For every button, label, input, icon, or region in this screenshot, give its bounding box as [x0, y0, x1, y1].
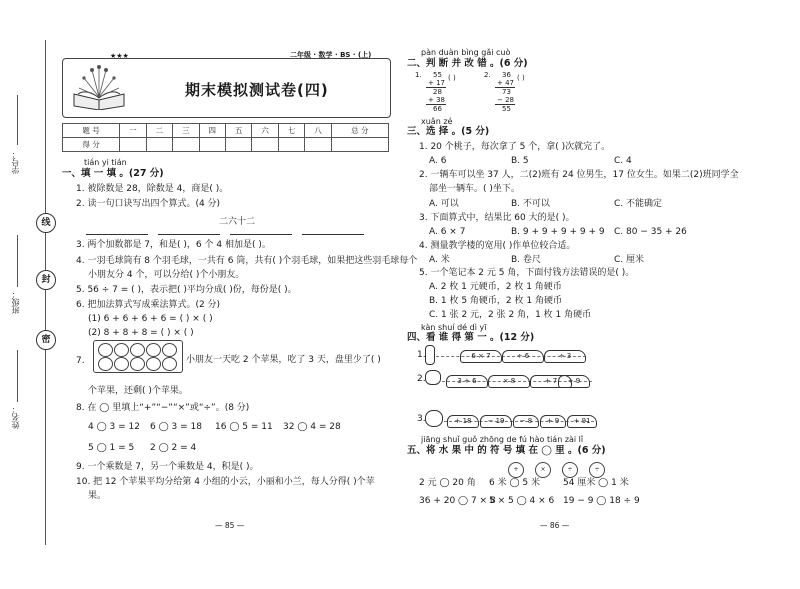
- fruit-icon: ÷: [589, 462, 605, 478]
- apple-icon: [130, 357, 145, 371]
- section-1-title: 一、填 一 填 。(27 分): [62, 168, 164, 179]
- animal-icon: [425, 410, 443, 427]
- calc-1-op1: + 17: [428, 79, 445, 87]
- race-2-label: 2.: [417, 374, 426, 384]
- question-8: 8. 在 ◯ 里填上“+”“−”“×”或“÷”。(8 分): [76, 403, 250, 413]
- section-3-title: 三、选 择 。(5 分): [407, 126, 490, 137]
- name-blank: [17, 350, 18, 402]
- choice-4-option: A. 米: [429, 255, 450, 265]
- fruit-item: 6 米 ◯ 5 米: [489, 478, 540, 488]
- score-table: [62, 123, 389, 152]
- class-blank: [17, 235, 18, 287]
- apple-icon: [162, 343, 177, 357]
- choice-3-option: A. 6 × 7: [429, 227, 466, 237]
- calc-1-mark: ( ): [448, 74, 456, 82]
- score-table-cell: 一: [120, 124, 146, 138]
- score-input-cell[interactable]: [173, 138, 199, 152]
- race-1-label: 1.: [417, 350, 426, 360]
- q8-item: 4 ◯ 3 = 12: [88, 422, 140, 432]
- pinyin-race: kàn shuí dé dì yī: [421, 323, 487, 332]
- calc-2-label: 2.: [484, 71, 491, 79]
- choice-1-option: B. 5: [511, 156, 529, 166]
- question-7-number: 7.: [76, 356, 85, 366]
- race-car: ÷ 3: [544, 350, 586, 363]
- question-2: 2. 读一句口诀写出四个算式。(4 分): [76, 199, 221, 209]
- choice-5: 5. 一个笔记本 2 元 5 角，下面付钱方法错误的是( )。: [419, 268, 635, 278]
- choice-4-option: B. 卷尺: [511, 255, 541, 265]
- race-car: ÷ 9: [558, 375, 590, 388]
- choice-5-option: A. 2 枚 1 元硬币，2 枚 1 角硬币: [429, 282, 562, 292]
- fruit-icon: +: [508, 462, 524, 478]
- q8-item: 32 ◯ 4 = 28: [283, 422, 341, 432]
- answer-line: [302, 234, 364, 235]
- calc-2-top: 36: [502, 71, 511, 79]
- score-table-cell: 总 分: [331, 124, 388, 138]
- apple-icon: [130, 343, 145, 357]
- choice-2-option: C. 不能确定: [614, 199, 663, 209]
- exam-title: 期末模拟测试卷(四): [185, 81, 329, 99]
- runner-icon: [425, 345, 435, 365]
- choice-4: 4. 测量教学楼的宽用( )作单位较合适。: [419, 241, 576, 251]
- q8-item: 16 ◯ 5 = 11: [215, 422, 273, 432]
- score-table-score-row: [63, 138, 389, 152]
- multiplication-rhyme: 二六十二: [219, 217, 256, 227]
- question-7-line2: 个苹果，还剩( )个苹果。: [88, 386, 188, 396]
- question-10-line1: 10. 把 12 个苹果平均分给第 4 小组的小云，小丽和小兰，每人分得( )个苹: [76, 477, 375, 487]
- seal-circle-secret: 密: [36, 330, 56, 350]
- score-input-cell[interactable]: [331, 138, 388, 152]
- q8-item: 2 ◯ 2 = 4: [150, 443, 197, 453]
- fruit-item: 36 + 20 ◯ 7 × 8: [419, 496, 496, 506]
- binding-line: [45, 40, 46, 545]
- seal-circle-seal: 封: [36, 270, 56, 290]
- choice-1-option: A. 6: [429, 156, 447, 166]
- score-input-cell[interactable]: [120, 138, 146, 152]
- choice-2-line2: 部坐一辆车。( )坐下。: [429, 184, 520, 194]
- calc-1-label: 1.: [415, 71, 422, 79]
- race-car: + 91: [567, 415, 597, 428]
- score-table-cell: 二: [146, 124, 172, 138]
- calc-2-mid: 73: [502, 88, 511, 96]
- answer-line: [158, 234, 220, 235]
- fruit-icon: ÷: [562, 462, 578, 478]
- score-table-header-row: [63, 124, 389, 138]
- race-car: − 19: [480, 415, 512, 428]
- race-car: × 8: [488, 375, 530, 388]
- question-1: 1. 被除数是 28，除数是 4，商是( )。: [76, 184, 229, 194]
- score-input-cell[interactable]: [252, 138, 278, 152]
- student-number-blank: [17, 95, 18, 145]
- answer-line: [86, 234, 148, 235]
- score-table-cell: 六: [252, 124, 278, 138]
- difficulty-stars: ★★★: [110, 52, 129, 60]
- section-5-title: 五、将 水 果 中 的 符 号 填 在 ◯ 里 。(6 分): [407, 445, 606, 456]
- score-table-cell: 题 号: [63, 124, 120, 138]
- animal-icon: [425, 370, 441, 385]
- calc-2-mark: ( ): [517, 74, 525, 82]
- choice-1: 1. 20 个桃子，每次拿了 5 个，拿( )次就完了。: [419, 142, 611, 152]
- apple-icon: [162, 357, 177, 371]
- question-6: 6. 把加法算式写成乘法算式。(2 分): [76, 300, 221, 310]
- race-car: + 7: [530, 375, 572, 388]
- question-4-line1: 4. 一羽毛球筒有 8 个羽毛球，一共有 6 筒，共有( )个羽毛球，如果把这些羽毛球每个: [76, 256, 418, 266]
- apple-plate-image: [93, 340, 183, 373]
- fruit-item: 54 厘米 ◯ 1 米: [563, 478, 629, 488]
- pinyin-fill: tián yi tián: [84, 158, 127, 167]
- score-input-cell[interactable]: [225, 138, 251, 152]
- score-row-label: 得 分: [63, 138, 120, 152]
- q8-item: 5 ◯ 1 = 5: [88, 443, 135, 453]
- calc-2-op2: − 28: [497, 96, 514, 104]
- race-car: + 9: [540, 415, 566, 428]
- grade-subject-meta: 二年级 · 数学 · BS · (上): [290, 51, 372, 59]
- apple-icon: [146, 357, 161, 371]
- fruit-item: 19 − 9 ◯ 18 ÷ 9: [563, 496, 640, 506]
- choice-2-option: B. 不可以: [511, 199, 550, 209]
- question-6b: (2) 8 + 8 + 8 = ( ) × ( ): [88, 328, 194, 338]
- score-input-cell[interactable]: [199, 138, 225, 152]
- calc-1-op2: + 38: [428, 96, 445, 104]
- answer-line: [230, 234, 292, 235]
- calc-1-result: 66: [433, 105, 442, 113]
- score-table-cell: 三: [173, 124, 199, 138]
- apple-icon: [114, 343, 129, 357]
- calc-2-op1: + 47: [497, 79, 514, 87]
- apple-icon: [114, 357, 129, 371]
- q8-item: 6 ◯ 3 = 18: [150, 422, 202, 432]
- page-number-right: — 86 —: [540, 521, 570, 530]
- score-input-cell[interactable]: [278, 138, 304, 152]
- question-6a: (1) 6 + 6 + 6 + 6 = ( ) × ( ): [88, 314, 213, 324]
- question-10-line2: 果。: [88, 491, 107, 501]
- apple-icon: [98, 343, 113, 357]
- question-3: 3. 两个加数都是 7，和是( )，6 个 4 相加是( )。: [76, 240, 271, 250]
- score-input-cell[interactable]: [305, 138, 331, 152]
- pinyin-judge: pàn duàn bìng gǎi cuò: [421, 48, 511, 57]
- seal-circle-line: 线: [36, 213, 56, 233]
- class-label: 班级：: [11, 290, 20, 314]
- choice-3-option: C. 80 − 35 + 26: [614, 227, 687, 237]
- choice-1-option: C. 4: [614, 156, 632, 166]
- pinyin-fruit: jiāng shuǐ guǒ zhōng de fú hào tián zài lǐ: [421, 435, 584, 444]
- choice-4-option: C. 厘米: [614, 255, 645, 265]
- fruit-icon: ×: [535, 462, 551, 478]
- question-7-line1: 小朋友一天吃 2 个苹果，吃了 3 天，盘里少了( ): [186, 355, 381, 365]
- section-2-title: 二、判 断 并 改 错 。(6 分): [407, 58, 528, 69]
- choice-3: 3. 下面算式中，结果比 60 大的是( )。: [419, 213, 575, 223]
- race-car: 6 × 7: [460, 350, 502, 363]
- score-input-cell[interactable]: [146, 138, 172, 152]
- choice-2-option: A. 可以: [429, 199, 459, 209]
- open-book-icon: [70, 64, 128, 110]
- score-table-cell: 七: [278, 124, 304, 138]
- choice-5-option: C. 1 张 2 元，2 张 2 角，1 枚 1 角硬币: [429, 310, 592, 320]
- score-table-cell: 八: [305, 124, 331, 138]
- choice-5-option: B. 1 枚 5 角硬币，2 枚 1 角硬币: [429, 296, 562, 306]
- apple-icon: [146, 343, 161, 357]
- race-3-label: 3.: [417, 414, 426, 424]
- question-4-line2: 小朋友分 4 个，可以分给( )个小朋友。: [88, 270, 245, 280]
- race-car: 3 + 6: [446, 375, 488, 388]
- section-4-title: 四、看 谁 得 第 一 。(12 分): [407, 332, 535, 343]
- apple-icon: [98, 357, 113, 371]
- name-label: 姓名：: [11, 405, 20, 429]
- race-car: ÷ 6: [502, 350, 544, 363]
- score-table-cell: 四: [199, 124, 225, 138]
- fruit-item: 2 元 ◯ 20 角: [419, 478, 476, 488]
- race-car: − 8: [513, 415, 539, 428]
- choice-2-line1: 2. 一辆车可以坐 37 人，二(2)班有 24 位男生，17 位女生。如果二(2)班同学全: [419, 170, 739, 180]
- question-5: 5. 56 ÷ 7 = ( )，表示把( )平均分成( )份，每份是( )。: [76, 285, 297, 295]
- calc-2-result: 55: [502, 105, 511, 113]
- student-number-label: 学号：: [11, 150, 20, 174]
- calc-1-top: 55: [433, 71, 442, 79]
- fruit-item: 5 × 5 ◯ 4 × 6: [489, 496, 555, 506]
- page-number-left: — 85 —: [215, 521, 245, 530]
- calc-1-mid: 28: [433, 88, 442, 96]
- question-9: 9. 一个乘数是 7，另一个乘数是 4，积是( )。: [76, 462, 259, 472]
- pinyin-choose: xuǎn zé: [421, 117, 453, 126]
- choice-3-option: B. 9 + 9 + 9 + 9 + 9: [511, 227, 605, 237]
- score-table-cell: 五: [225, 124, 251, 138]
- race-car: + 18: [447, 415, 479, 428]
